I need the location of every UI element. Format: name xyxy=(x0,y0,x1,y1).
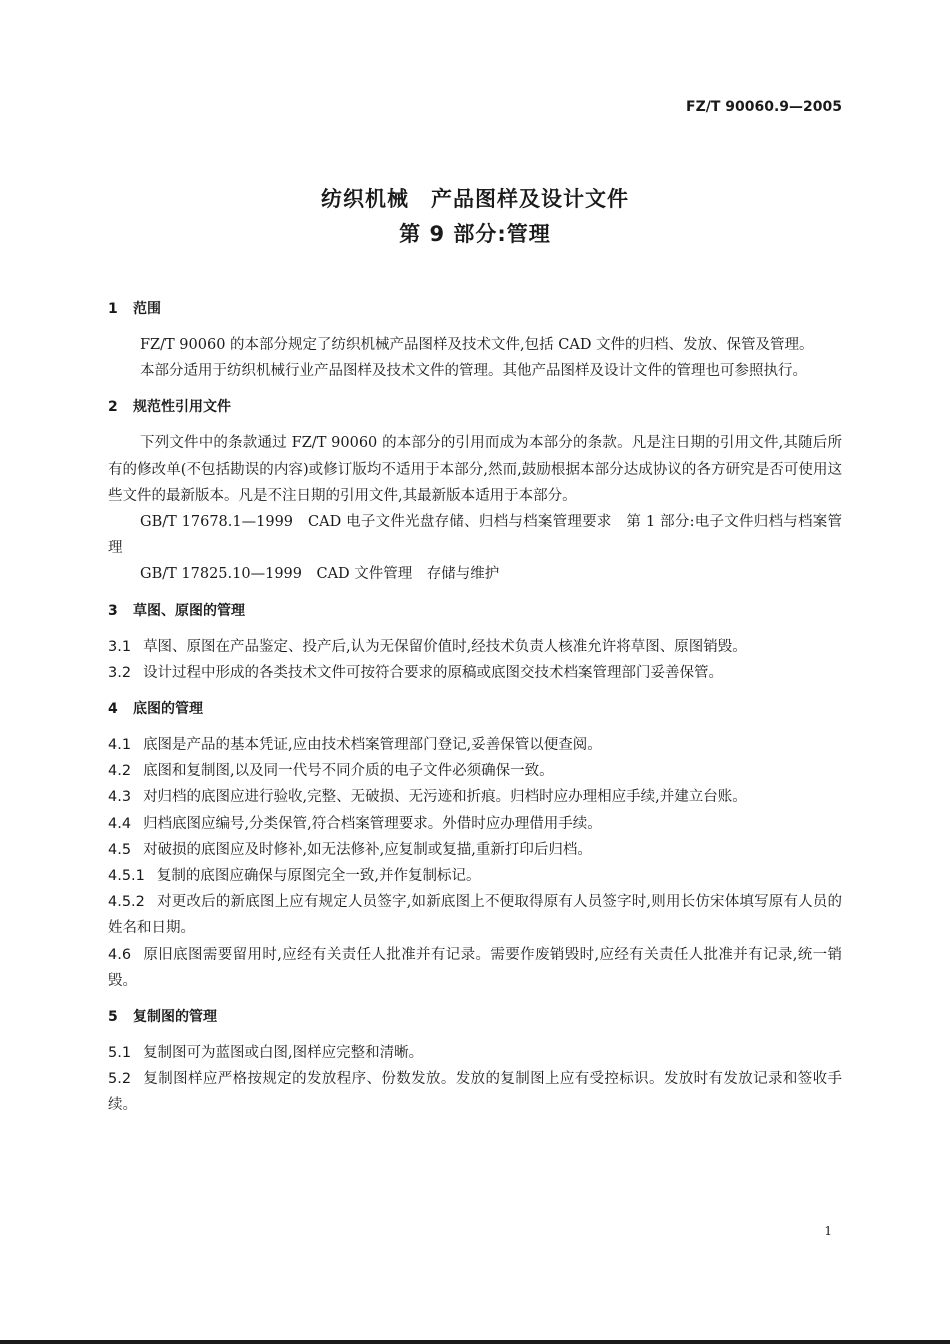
page-number: 1 xyxy=(824,1224,832,1238)
section-number: 4 xyxy=(108,701,118,718)
clause xyxy=(108,837,842,863)
clause-text: 复制的底图应确保与原图完全一致,并作复制标记。 xyxy=(156,868,481,885)
paragraph: 下列文件中的条款通过 FZ/T 90060 的本部分的引用而成为本部分的条款。凡是注日期的引用文件,其随后所有的修改单(不包括勘误的内容)或修订版均不适用于本部分,然而,鼓励根据本部分达成协议的各方研究是否可使用这些文件的最新版本。凡是不注日期的引用文件,其最新版本适用于本部分。 xyxy=(108,435,842,504)
section-heading-sketch-management xyxy=(108,598,842,624)
clause-text: 对更改后的新底图上应有规定人员签字,如新底图上不便取得原有人员签字时,则用长仿宋体填写原有人员的姓名和日期。 xyxy=(108,894,842,937)
section-title: 草图、原图的管理 xyxy=(133,602,245,619)
clause xyxy=(108,863,842,889)
document-subtitle: 第 9 部分:管理 xyxy=(399,222,551,246)
clause-text: 复制图可为蓝图或白图,图样应完整和清晰。 xyxy=(143,1045,424,1062)
clause-text: 归档底图应编号,分类保管,符合档案管理要求。外借时应办理借用手续。 xyxy=(143,815,602,832)
clause xyxy=(108,889,842,941)
section-heading-scope xyxy=(108,296,842,322)
reference-item: GB/T 17825.10—1999 CAD 文件管理 存储与维护 xyxy=(140,566,500,583)
clause xyxy=(108,811,842,837)
clause-number: 4.1 xyxy=(108,737,132,754)
clause-number: 4.6 xyxy=(108,946,132,963)
section-heading-master-drawing-management xyxy=(108,696,842,722)
section-number: 5 xyxy=(108,1009,118,1026)
clause-number: 3.2 xyxy=(108,664,132,681)
clause-text: 底图是产品的基本凭证,应由技术档案管理部门登记,妥善保管以便查阅。 xyxy=(143,737,602,754)
clause-text: 原旧底图需要留用时,应经有关责任人批准并有记录。需要作废销毁时,应经有关责任人批准并有记录,统一销毁。 xyxy=(108,946,842,989)
clause-text: 对破损的底图应及时修补,如无法修补,应复制或复描,重新打印后归档。 xyxy=(143,841,592,858)
page-bottom-rule xyxy=(0,1340,950,1344)
section-heading-copy-drawing-management xyxy=(108,1004,842,1030)
clause-text: 设计过程中形成的各类技术文件可按符合要求的原稿或底图交技术档案管理部门妥善保管。 xyxy=(143,664,724,681)
clause-number: 4.2 xyxy=(108,763,132,780)
clause-number: 4.5.2 xyxy=(108,894,145,911)
clause xyxy=(108,758,842,784)
paragraph: FZ/T 90060 的本部分规定了纺织机械产品图样及技术文件,包括 CAD 文件的归档、发放、保管及管理。 xyxy=(140,337,814,353)
section-title: 底图的管理 xyxy=(133,701,203,718)
clause xyxy=(108,1066,842,1118)
clause xyxy=(108,660,842,686)
document-title: 纺织机械 产品图样及设计文件 xyxy=(321,187,629,211)
clause-text: 草图、原图在产品鉴定、投产后,认为无保留价值时,经技术负责人核准允许将草图、原图销毁。 xyxy=(143,638,747,655)
section-title: 范围 xyxy=(133,301,161,317)
clause xyxy=(108,732,842,758)
clause xyxy=(108,634,842,660)
clause xyxy=(108,1040,842,1066)
clause xyxy=(108,784,842,810)
section-number: 2 xyxy=(108,399,118,416)
clause-text: 对归档的底图应进行验收,完整、无破损、无污迹和折痕。归档时应办理相应手续,并建立台账。 xyxy=(143,789,747,806)
section-heading-normative-references xyxy=(108,394,842,420)
clause-number: 5.1 xyxy=(108,1045,132,1062)
clause-text: 复制图样应严格按规定的发放程序、份数发放。发放的复制图上应有受控标识。发放时有发放记录和签收手续。 xyxy=(108,1071,842,1114)
clause-number: 4.3 xyxy=(108,789,132,806)
section-number: 3 xyxy=(108,602,118,619)
clause-number: 4.5.1 xyxy=(108,868,145,885)
document-body xyxy=(108,296,842,1119)
paragraph: 本部分适用于纺织机械行业产品图样及技术文件的管理。其他产品图样及设计文件的管理也可参照执行。 xyxy=(140,363,807,380)
section-title: 复制图的管理 xyxy=(133,1009,217,1026)
reference-item: GB/T 17678.1—1999 CAD 电子文件光盘存储、归档与档案管理要求 第 1 部分:电子文件归档与档案管理 xyxy=(108,514,842,557)
clause-number: 5.2 xyxy=(108,1071,132,1088)
clause-number: 4.5 xyxy=(108,841,132,858)
document-code: FZ/T 90060.9—2005 xyxy=(686,99,842,115)
section-number: 1 xyxy=(108,301,118,317)
clause xyxy=(108,942,842,994)
clause-number: 3.1 xyxy=(108,638,132,655)
section-title: 规范性引用文件 xyxy=(133,399,231,416)
clause-text: 底图和复制图,以及同一代号不同介质的电子文件必须确保一致。 xyxy=(143,763,554,780)
clause-number: 4.4 xyxy=(108,815,132,832)
